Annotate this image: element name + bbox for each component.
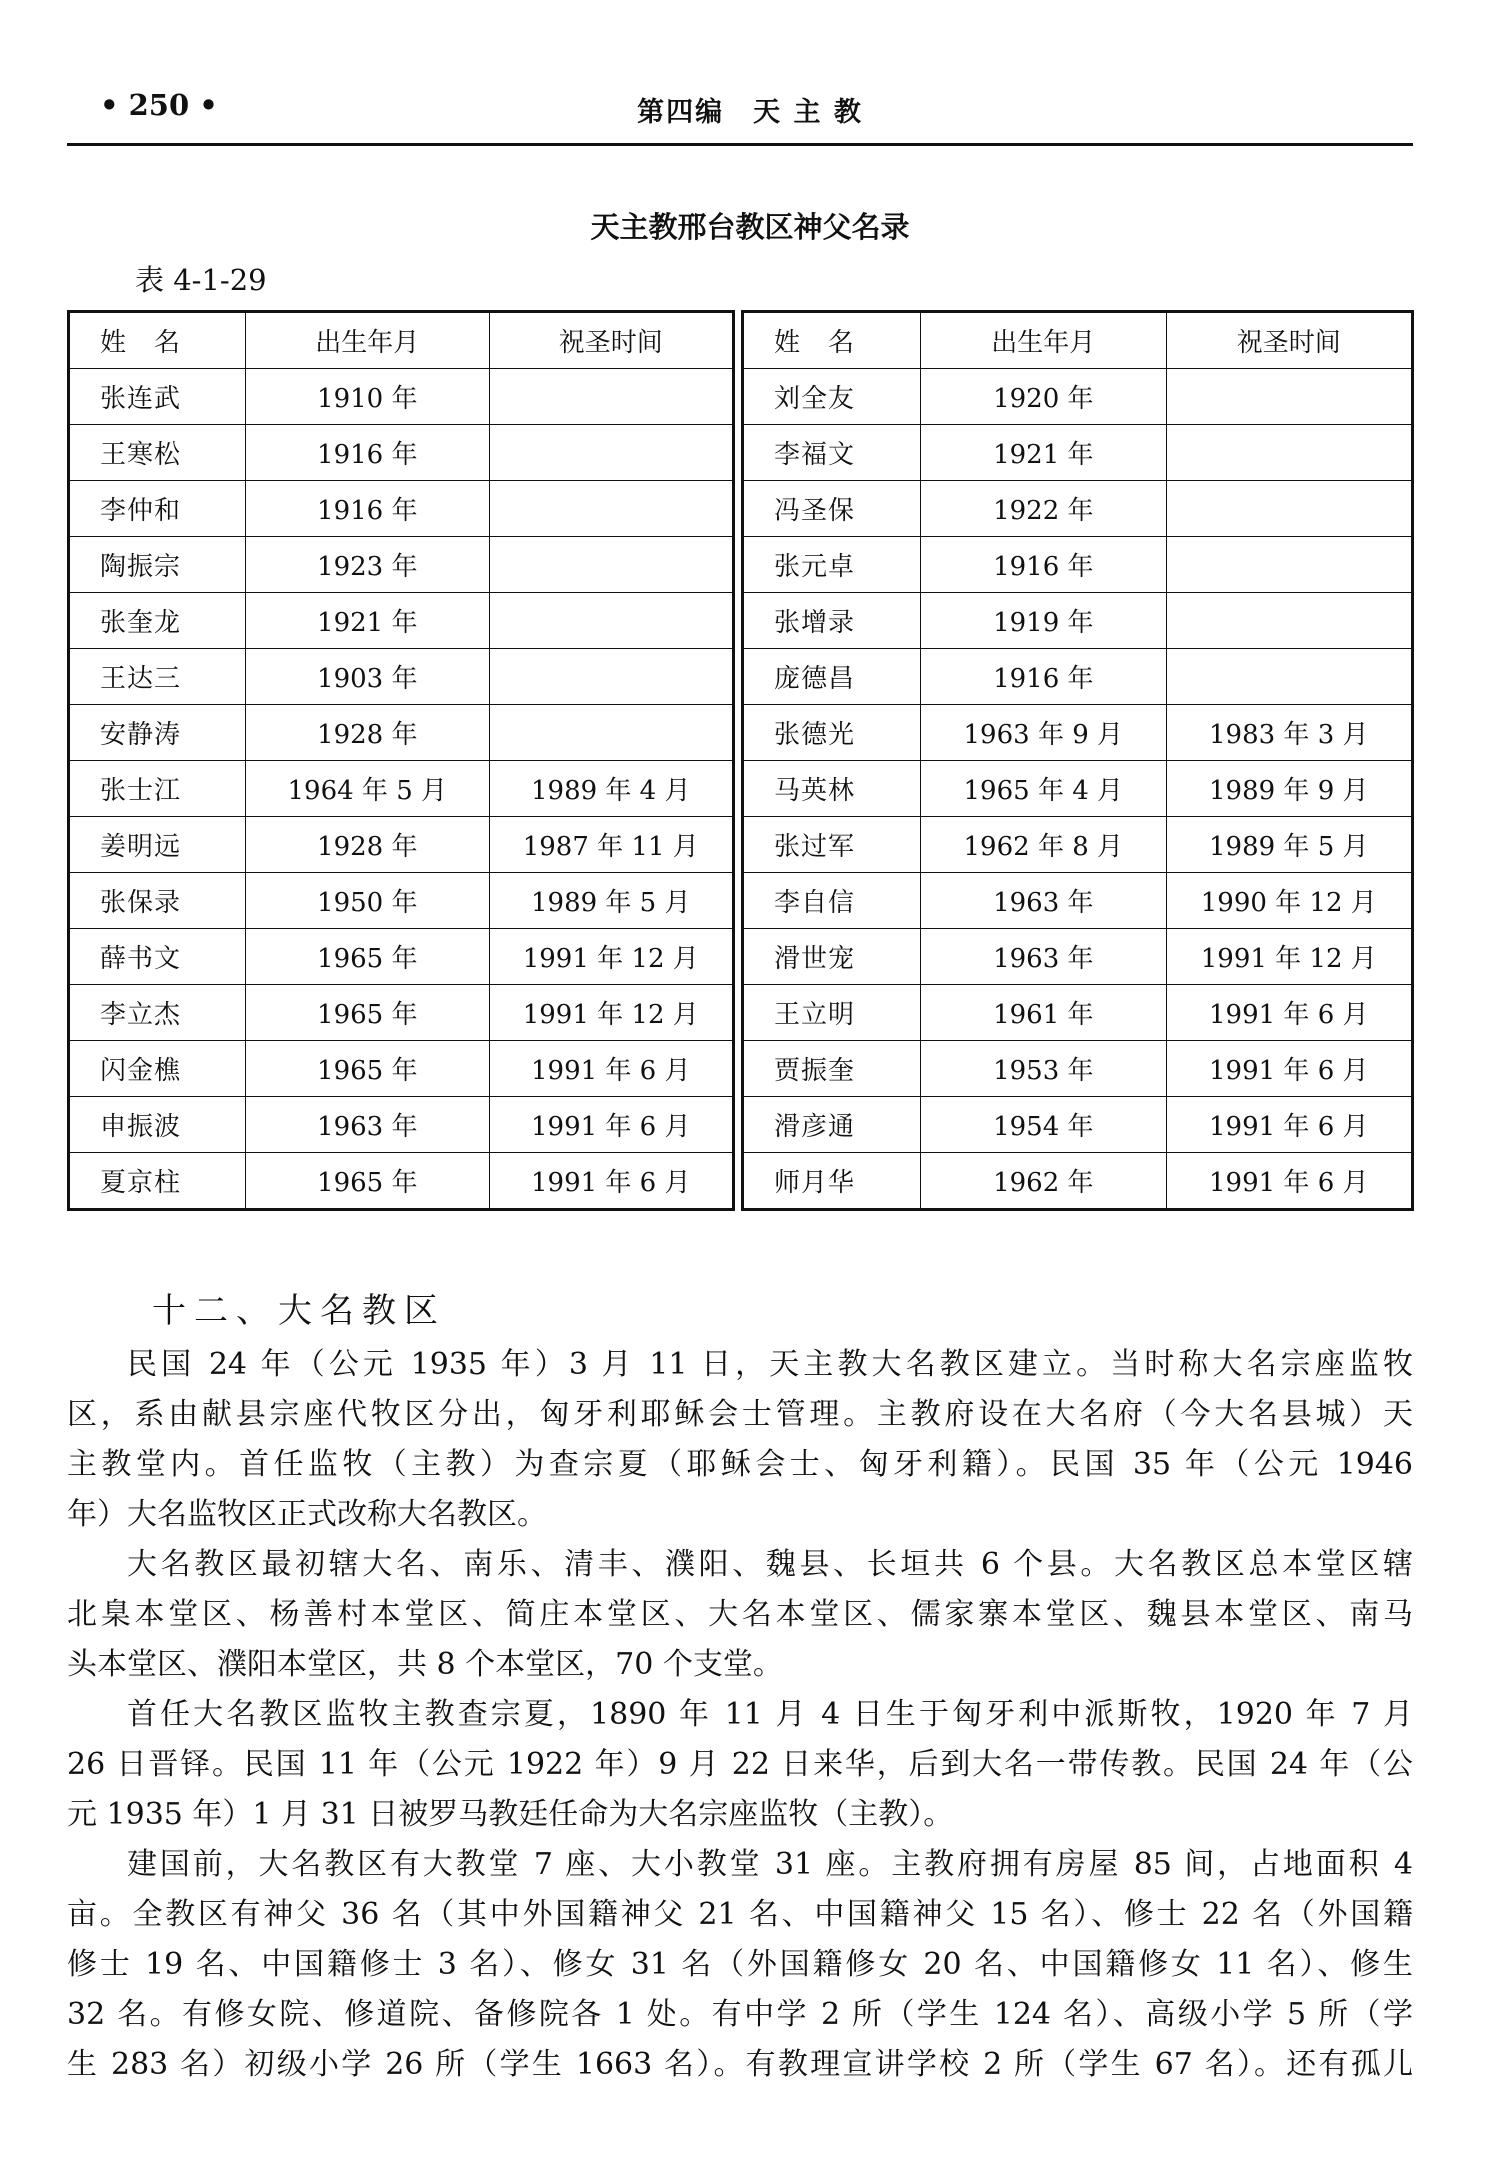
name-cell: 王立明: [743, 985, 921, 1041]
running-header: 第四编 天 主 教: [637, 97, 863, 128]
birth-cell: 1963 年: [921, 873, 1166, 929]
name-cell: 冯圣保: [743, 481, 921, 537]
name-cell: 张过军: [743, 817, 921, 873]
birth-cell: 1953 年: [921, 1041, 1166, 1097]
table-row: [69, 817, 734, 873]
column-header: 姓 名: [743, 312, 921, 369]
birth-cell: 1963 年: [921, 929, 1166, 985]
header-rule: [67, 143, 1413, 146]
birth-cell: 1965 年: [246, 985, 489, 1041]
ordination-cell: [489, 649, 734, 705]
ordination-cell: [489, 593, 734, 649]
ordination-cell: [1166, 537, 1412, 593]
birth-cell: 1965 年: [246, 1041, 489, 1097]
ordination-cell: 1991 年 6 月: [1166, 985, 1412, 1041]
name-cell: 申振波: [69, 1097, 246, 1153]
ordination-cell: [1166, 481, 1412, 537]
paragraph-line: 首任大名教区监牧主教查宗夏，1890 年 11 月 4 日生于匈牙利中派斯牧，1920 年 7 月: [127, 1697, 1413, 1732]
name-cell: 庞德昌: [743, 649, 921, 705]
ordination-cell: [489, 369, 734, 425]
paragraph-line: 32 名。有修女院、修道院、备修院各 1 处。有中学 2 所（学生 124 名）、高级小学 5 所（学: [67, 1997, 1413, 2032]
birth-cell: 1963 年 9 月: [921, 705, 1166, 761]
name-cell: 李仲和: [69, 481, 246, 537]
ordination-cell: 1991 年 6 月: [1166, 1097, 1412, 1153]
table-row: [69, 481, 734, 537]
ordination-cell: [1166, 369, 1412, 425]
table-row: [743, 369, 1413, 425]
birth-cell: 1916 年: [921, 649, 1166, 705]
ordination-cell: 1991 年 6 月: [489, 1153, 734, 1210]
birth-cell: 1965 年 4 月: [921, 761, 1166, 817]
ordination-cell: 1991 年 12 月: [489, 929, 734, 985]
paragraph-line: 大名教区最初辖大名、南乐、清丰、濮阳、魏县、长垣共 6 个县。大名教区总本堂区辖: [127, 1547, 1413, 1582]
birth-cell: 1910 年: [246, 369, 489, 425]
table-row: [743, 985, 1413, 1041]
paragraph-line: 建国前，大名教区有大教堂 7 座、大小教堂 31 座。主教府拥有房屋 85 间，占地面积 4: [127, 1847, 1413, 1882]
name-cell: 张保录: [69, 873, 246, 929]
ordination-cell: [489, 481, 734, 537]
table-row: [69, 649, 734, 705]
birth-cell: 1921 年: [921, 425, 1166, 481]
table-row: [743, 817, 1413, 873]
ordination-cell: 1991 年 12 月: [1166, 929, 1412, 985]
birth-cell: 1923 年: [246, 537, 489, 593]
ordination-cell: 1991 年 6 月: [1166, 1153, 1412, 1210]
birth-cell: 1962 年 8 月: [921, 817, 1166, 873]
paragraph-line: 修士 19 名、中国籍修士 3 名）、修女 31 名（外国籍修女 20 名、中国籍修女 11 名）、修生: [67, 1947, 1413, 1982]
birth-cell: 1964 年 5 月: [246, 761, 489, 817]
column-header: 祝圣时间: [1166, 312, 1412, 369]
paragraph-line: 生 283 名）初级小学 26 所（学生 1663 名）。有教理宣讲学校 2 所（学生 67 名）。还有孤儿: [67, 2047, 1413, 2082]
name-cell: 夏京柱: [69, 1153, 246, 1210]
name-cell: 张元卓: [743, 537, 921, 593]
birth-cell: 1920 年: [921, 369, 1166, 425]
name-cell: 薛书文: [69, 929, 246, 985]
ordination-cell: 1983 年 3 月: [1166, 705, 1412, 761]
birth-cell: 1962 年: [921, 1153, 1166, 1210]
table-row: [743, 873, 1413, 929]
table-row: [743, 1153, 1413, 1210]
table-row: [743, 1097, 1413, 1153]
table-header-row: [743, 312, 1413, 369]
ordination-cell: 1987 年 11 月: [489, 817, 734, 873]
ordination-cell: [489, 425, 734, 481]
paragraph-line: 元 1935 年）1 月 31 日被罗马教廷任命为大名宗座监牧（主教）。: [67, 1797, 954, 1832]
paragraph-line: 年）大名监牧区正式改称大名教区。: [67, 1497, 547, 1532]
table-row: [69, 425, 734, 481]
ordination-cell: 1989 年 5 月: [1166, 817, 1412, 873]
table-row: [69, 705, 734, 761]
ordination-cell: [1166, 649, 1412, 705]
table-row: [69, 1153, 734, 1210]
name-cell: 王达三: [69, 649, 246, 705]
column-header: 出生年月: [921, 312, 1166, 369]
paragraph-line: 26 日晋铎。民国 11 年（公元 1922 年）9 月 22 日来华，后到大名一带传教。民国 24 年（公: [67, 1747, 1413, 1782]
ordination-cell: 1989 年 5 月: [489, 873, 734, 929]
name-cell: 张奎龙: [69, 593, 246, 649]
birth-cell: 1919 年: [921, 593, 1166, 649]
ordination-cell: [1166, 593, 1412, 649]
paragraph-line: 区，系由献县宗座代牧区分出，匈牙利耶稣会士管理。主教府设在大名府（今大名县城）天: [67, 1397, 1413, 1432]
birth-cell: 1928 年: [246, 817, 489, 873]
table-number: 表 4-1-29: [135, 263, 267, 297]
name-cell: 陶振宗: [69, 537, 246, 593]
ordination-cell: 1989 年 9 月: [1166, 761, 1412, 817]
ordination-cell: 1991 年 12 月: [489, 985, 734, 1041]
name-cell: 李福文: [743, 425, 921, 481]
name-cell: 马英林: [743, 761, 921, 817]
birth-cell: 1961 年: [921, 985, 1166, 1041]
ordination-cell: 1989 年 4 月: [489, 761, 734, 817]
name-cell: 贾振奎: [743, 1041, 921, 1097]
table-row: [69, 369, 734, 425]
name-cell: 张德光: [743, 705, 921, 761]
table-row: [743, 481, 1413, 537]
name-cell: 姜明远: [69, 817, 246, 873]
table-row: [743, 1041, 1413, 1097]
birth-cell: 1954 年: [921, 1097, 1166, 1153]
name-cell: 滑世宠: [743, 929, 921, 985]
name-cell: 安静涛: [69, 705, 246, 761]
paragraph-line: 主教堂内。首任监牧（主教）为查宗夏（耶稣会士、匈牙利籍）。民国 35 年（公元 1946: [67, 1447, 1413, 1482]
ordination-cell: 1991 年 6 月: [489, 1041, 734, 1097]
table-row: [69, 761, 734, 817]
name-cell: 张连武: [69, 369, 246, 425]
name-cell: 刘全友: [743, 369, 921, 425]
table-row: [743, 425, 1413, 481]
table-row: [69, 1041, 734, 1097]
table-row: [69, 537, 734, 593]
page-number: • 250 •: [100, 88, 218, 122]
table-title: 天主教邢台教区神父名录: [590, 210, 910, 244]
table-row: [69, 593, 734, 649]
body-text: [67, 1340, 1413, 2090]
table-row: [743, 761, 1413, 817]
name-cell: 师月华: [743, 1153, 921, 1210]
birth-cell: 1965 年: [246, 929, 489, 985]
priest-table-right: [741, 310, 1414, 1211]
table-row: [743, 593, 1413, 649]
priest-table-left: [67, 310, 735, 1211]
birth-cell: 1916 年: [921, 537, 1166, 593]
table-row: [743, 705, 1413, 761]
table-row: [69, 873, 734, 929]
section-heading: 十二、大名教区: [152, 1291, 446, 1331]
birth-cell: 1921 年: [246, 593, 489, 649]
birth-cell: 1965 年: [246, 1153, 489, 1210]
ordination-cell: 1991 年 6 月: [1166, 1041, 1412, 1097]
ordination-cell: 1991 年 6 月: [489, 1097, 734, 1153]
ordination-cell: [489, 705, 734, 761]
table-row: [69, 929, 734, 985]
ordination-cell: [1166, 425, 1412, 481]
ordination-cell: [489, 537, 734, 593]
table-row: [69, 985, 734, 1041]
paragraph-line: 头本堂区、濮阳本堂区，共 8 个本堂区，70 个支堂。: [67, 1647, 783, 1682]
birth-cell: 1963 年: [246, 1097, 489, 1153]
paragraph-line: 亩。全教区有神父 36 名（其中外国籍神父 21 名、中国籍神父 15 名）、修士 22 名（外国籍: [67, 1897, 1413, 1932]
paragraph-line: 民国 24 年（公元 1935 年）3 月 11 日，天主教大名教区建立。当时称大名宗座监牧: [127, 1347, 1413, 1382]
birth-cell: 1922 年: [921, 481, 1166, 537]
name-cell: 张增录: [743, 593, 921, 649]
birth-cell: 1950 年: [246, 873, 489, 929]
paragraph-line: 北臬本堂区、杨善村本堂区、简庄本堂区、大名本堂区、儒家寨本堂区、魏县本堂区、南马: [67, 1597, 1413, 1632]
name-cell: 滑彦通: [743, 1097, 921, 1153]
birth-cell: 1916 年: [246, 481, 489, 537]
table-row: [743, 537, 1413, 593]
birth-cell: 1916 年: [246, 425, 489, 481]
column-header: 出生年月: [246, 312, 489, 369]
column-header: 祝圣时间: [489, 312, 734, 369]
birth-cell: 1928 年: [246, 705, 489, 761]
table-row: [743, 649, 1413, 705]
column-header: 姓 名: [69, 312, 246, 369]
name-cell: 闪金樵: [69, 1041, 246, 1097]
name-cell: 李自信: [743, 873, 921, 929]
table-header-row: [69, 312, 734, 369]
name-cell: 王寒松: [69, 425, 246, 481]
table-row: [743, 929, 1413, 985]
table-row: [69, 1097, 734, 1153]
name-cell: 李立杰: [69, 985, 246, 1041]
birth-cell: 1903 年: [246, 649, 489, 705]
ordination-cell: 1990 年 12 月: [1166, 873, 1412, 929]
name-cell: 张士江: [69, 761, 246, 817]
